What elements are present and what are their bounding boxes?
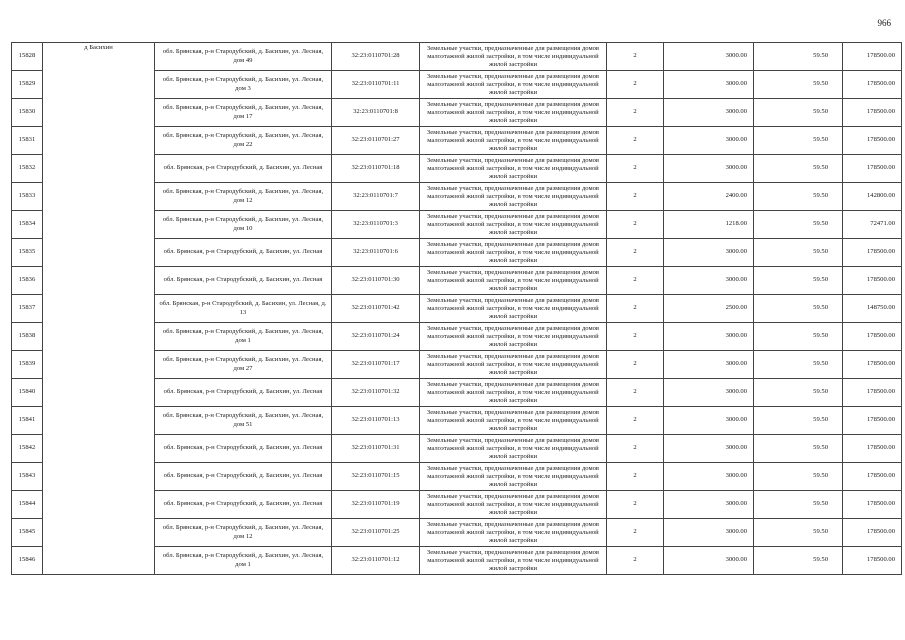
cadastral-value-cell: 178500.00	[843, 99, 902, 127]
category-cell: 2	[607, 99, 664, 127]
rate-cell: 59.50	[754, 351, 843, 379]
rate-cell: 59.50	[754, 155, 843, 183]
area-cell: 3000.00	[664, 547, 754, 575]
cadastral-value-cell: 142800.00	[843, 183, 902, 211]
category-cell: 2	[607, 491, 664, 519]
category-cell: 2	[607, 71, 664, 99]
rate-cell: 59.50	[754, 407, 843, 435]
cadastral-value-cell: 72471.00	[843, 211, 902, 239]
land-use-purpose-cell: Земельные участки, предназначенные для размещения домов малоэтажной жилой застройки, в том числе индивидуальной жилой застройки	[420, 547, 607, 575]
cadastral-value-cell: 148750.00	[843, 295, 902, 323]
cadastral-value-cell: 178500.00	[843, 463, 902, 491]
area-cell: 3000.00	[664, 491, 754, 519]
category-cell: 2	[607, 295, 664, 323]
cadastral-number-cell: 32:23:0110701:17	[332, 351, 420, 379]
locality-cell: д Басихин	[43, 43, 155, 575]
address-cell: обл. Брянская, р-н Стародубский, д. Басихин, ул. Лесная, дом 17	[155, 99, 332, 127]
rate-cell: 59.50	[754, 211, 843, 239]
rate-cell: 59.50	[754, 519, 843, 547]
rate-cell: 59.50	[754, 323, 843, 351]
category-cell: 2	[607, 267, 664, 295]
row-number-cell: 15831	[12, 127, 43, 155]
land-use-purpose-cell: Земельные участки, предназначенные для размещения домов малоэтажной жилой застройки, в том числе индивидуальной жилой застройки	[420, 295, 607, 323]
row-number-cell: 15839	[12, 351, 43, 379]
cadastral-value-cell: 178500.00	[843, 267, 902, 295]
row-number-cell: 15832	[12, 155, 43, 183]
cadastral-number-cell: 32:23:0110701:27	[332, 127, 420, 155]
category-cell: 2	[607, 211, 664, 239]
address-cell: обл. Брянская, р-н Стародубский, д. Басихин, ул. Лесная, д. 13	[155, 295, 332, 323]
area-cell: 3000.00	[664, 379, 754, 407]
cadastral-number-cell: 32:23:0110701:24	[332, 323, 420, 351]
category-cell: 2	[607, 547, 664, 575]
address-cell: обл. Брянская, р-н Стародубский, д. Басихин, ул. Лесная	[155, 463, 332, 491]
row-number-cell: 15829	[12, 71, 43, 99]
land-use-purpose-cell: Земельные участки, предназначенные для размещения домов малоэтажной жилой застройки, в том числе индивидуальной жилой застройки	[420, 323, 607, 351]
rate-cell: 59.50	[754, 435, 843, 463]
category-cell: 2	[607, 323, 664, 351]
area-cell: 3000.00	[664, 43, 754, 71]
category-cell: 2	[607, 435, 664, 463]
row-number-cell: 15833	[12, 183, 43, 211]
rate-cell: 59.50	[754, 491, 843, 519]
address-cell: обл. Брянская, р-н Стародубский, д. Басихин, ул. Лесная, дом 1	[155, 323, 332, 351]
cadastral-number-cell: 32:23:0110701:15	[332, 463, 420, 491]
area-cell: 3000.00	[664, 127, 754, 155]
rate-cell: 59.50	[754, 267, 843, 295]
row-number-cell: 15845	[12, 519, 43, 547]
category-cell: 2	[607, 519, 664, 547]
area-cell: 3000.00	[664, 267, 754, 295]
area-cell: 3000.00	[664, 155, 754, 183]
row-number-cell: 15836	[12, 267, 43, 295]
land-use-purpose-cell: Земельные участки, предназначенные для размещения домов малоэтажной жилой застройки, в том числе индивидуальной жилой застройки	[420, 519, 607, 547]
area-cell: 3000.00	[664, 99, 754, 127]
cadastral-value-cell: 178500.00	[843, 407, 902, 435]
area-cell: 3000.00	[664, 463, 754, 491]
cadastral-value-table	[11, 42, 902, 575]
land-use-purpose-cell: Земельные участки, предназначенные для размещения домов малоэтажной жилой застройки, в том числе индивидуальной жилой застройки	[420, 351, 607, 379]
cadastral-number-cell: 32:23:0110701:6	[332, 239, 420, 267]
land-use-purpose-cell: Земельные участки, предназначенные для размещения домов малоэтажной жилой застройки, в том числе индивидуальной жилой застройки	[420, 267, 607, 295]
category-cell: 2	[607, 407, 664, 435]
cadastral-value-cell: 178500.00	[843, 491, 902, 519]
category-cell: 2	[607, 379, 664, 407]
category-cell: 2	[607, 127, 664, 155]
address-cell: обл. Брянская, р-н Стародубский, д. Басихин, ул. Лесная, дом 22	[155, 127, 332, 155]
cadastral-value-cell: 178500.00	[843, 323, 902, 351]
row-number-cell: 15838	[12, 323, 43, 351]
area-cell: 3000.00	[664, 519, 754, 547]
rate-cell: 59.50	[754, 379, 843, 407]
area-cell: 3000.00	[664, 351, 754, 379]
land-use-purpose-cell: Земельные участки, предназначенные для размещения домов малоэтажной жилой застройки, в том числе индивидуальной жилой застройки	[420, 155, 607, 183]
row-number-cell: 15835	[12, 239, 43, 267]
cadastral-number-cell: 32:23:0110701:18	[332, 155, 420, 183]
cadastral-number-cell: 32:23:0110701:30	[332, 267, 420, 295]
address-cell: обл. Брянская, р-н Стародубский, д. Басихин, ул. Лесная, дом 27	[155, 351, 332, 379]
row-number-cell: 15842	[12, 435, 43, 463]
address-cell: обл. Брянская, р-н Стародубский, д. Басихин, ул. Лесная, дом 12	[155, 183, 332, 211]
row-number-cell: 15830	[12, 99, 43, 127]
rate-cell: 59.50	[754, 183, 843, 211]
land-use-purpose-cell: Земельные участки, предназначенные для размещения домов малоэтажной жилой застройки, в том числе индивидуальной жилой застройки	[420, 99, 607, 127]
cadastral-value-cell: 178500.00	[843, 239, 902, 267]
cadastral-value-cell: 178500.00	[843, 435, 902, 463]
cadastral-number-cell: 32:23:0110701:12	[332, 547, 420, 575]
area-cell: 3000.00	[664, 71, 754, 99]
land-use-purpose-cell: Земельные участки, предназначенные для размещения домов малоэтажной жилой застройки, в том числе индивидуальной жилой застройки	[420, 491, 607, 519]
cadastral-value-cell: 178500.00	[843, 71, 902, 99]
address-cell: обл. Брянская, р-н Стародубский, д. Басихин, ул. Лесная	[155, 379, 332, 407]
row-number-cell: 15840	[12, 379, 43, 407]
rate-cell: 59.50	[754, 43, 843, 71]
cadastral-value-cell: 178500.00	[843, 155, 902, 183]
rate-cell: 59.50	[754, 71, 843, 99]
cadastral-value-cell: 178500.00	[843, 43, 902, 71]
address-cell: обл. Брянская, р-н Стародубский, д. Басихин, ул. Лесная, дом 3	[155, 71, 332, 99]
land-use-purpose-cell: Земельные участки, предназначенные для размещения домов малоэтажной жилой застройки, в том числе индивидуальной жилой застройки	[420, 435, 607, 463]
land-use-purpose-cell: Земельные участки, предназначенные для размещения домов малоэтажной жилой застройки, в том числе индивидуальной жилой застройки	[420, 183, 607, 211]
address-cell: обл. Брянская, р-н Стародубский, д. Басихин, ул. Лесная	[155, 267, 332, 295]
address-cell: обл. Брянская, р-н Стародубский, д. Басихин, ул. Лесная, дом 12	[155, 519, 332, 547]
address-cell: обл. Брянская, р-н Стародубский, д. Басихин, ул. Лесная, дом 51	[155, 407, 332, 435]
category-cell: 2	[607, 239, 664, 267]
cadastral-number-cell: 32:23:0110701:28	[332, 43, 420, 71]
cadastral-value-cell: 178500.00	[843, 547, 902, 575]
area-cell: 3000.00	[664, 435, 754, 463]
area-cell: 2400.00	[664, 183, 754, 211]
rate-cell: 59.50	[754, 463, 843, 491]
address-cell: обл. Брянская, р-н Стародубский, д. Басихин, ул. Лесная	[155, 435, 332, 463]
cadastral-number-cell: 32:23:0110701:19	[332, 491, 420, 519]
address-cell: обл. Брянская, р-н Стародубский, д. Басихин, ул. Лесная, дом 1	[155, 547, 332, 575]
land-use-purpose-cell: Земельные участки, предназначенные для размещения домов малоэтажной жилой застройки, в том числе индивидуальной жилой застройки	[420, 211, 607, 239]
cadastral-number-cell: 32:23:0110701:31	[332, 435, 420, 463]
cadastral-number-cell: 32:23:0110701:25	[332, 519, 420, 547]
address-cell: обл. Брянская, р-н Стародубский, д. Басихин, ул. Лесная	[155, 239, 332, 267]
row-number-cell: 15828	[12, 43, 43, 71]
land-use-purpose-cell: Земельные участки, предназначенные для размещения домов малоэтажной жилой застройки, в том числе индивидуальной жилой застройки	[420, 239, 607, 267]
land-use-purpose-cell: Земельные участки, предназначенные для размещения домов малоэтажной жилой застройки, в том числе индивидуальной жилой застройки	[420, 127, 607, 155]
area-cell: 3000.00	[664, 323, 754, 351]
area-cell: 2500.00	[664, 295, 754, 323]
cadastral-number-cell: 32:23:0110701:42	[332, 295, 420, 323]
rate-cell: 59.50	[754, 547, 843, 575]
cadastral-value-cell: 178500.00	[843, 519, 902, 547]
cadastral-number-cell: 32:23:0110701:32	[332, 379, 420, 407]
row-number-cell: 15837	[12, 295, 43, 323]
page-number: 966	[877, 18, 891, 28]
land-use-purpose-cell: Земельные участки, предназначенные для размещения домов малоэтажной жилой застройки, в том числе индивидуальной жилой застройки	[420, 463, 607, 491]
rate-cell: 59.50	[754, 127, 843, 155]
category-cell: 2	[607, 463, 664, 491]
land-use-purpose-cell: Земельные участки, предназначенные для размещения домов малоэтажной жилой застройки, в том числе индивидуальной жилой застройки	[420, 407, 607, 435]
cadastral-number-cell: 32:23:0110701:13	[332, 407, 420, 435]
area-cell: 3000.00	[664, 239, 754, 267]
area-cell: 1218.00	[664, 211, 754, 239]
land-use-purpose-cell: Земельные участки, предназначенные для размещения домов малоэтажной жилой застройки, в том числе индивидуальной жилой застройки	[420, 43, 607, 71]
cadastral-number-cell: 32:23:0110701:11	[332, 71, 420, 99]
row-number-cell: 15841	[12, 407, 43, 435]
rate-cell: 59.50	[754, 239, 843, 267]
category-cell: 2	[607, 351, 664, 379]
address-cell: обл. Брянская, р-н Стародубский, д. Басихин, ул. Лесная, дом 10	[155, 211, 332, 239]
rate-cell: 59.50	[754, 99, 843, 127]
rate-cell: 59.50	[754, 295, 843, 323]
cadastral-number-cell: 32:23:0110701:7	[332, 183, 420, 211]
row-number-cell: 15846	[12, 547, 43, 575]
cadastral-number-cell: 32:23:0110701:8	[332, 99, 420, 127]
row-number-cell: 15843	[12, 463, 43, 491]
area-cell: 3000.00	[664, 407, 754, 435]
land-use-purpose-cell: Земельные участки, предназначенные для размещения домов малоэтажной жилой застройки, в том числе индивидуальной жилой застройки	[420, 379, 607, 407]
address-cell: обл. Брянская, р-н Стародубский, д. Басихин, ул. Лесная	[155, 155, 332, 183]
address-cell: обл. Брянская, р-н Стародубский, д. Басихин, ул. Лесная	[155, 491, 332, 519]
row-number-cell: 15844	[12, 491, 43, 519]
cadastral-value-cell: 178500.00	[843, 379, 902, 407]
category-cell: 2	[607, 183, 664, 211]
address-cell: обл. Брянская, р-н Стародубский, д. Басихин, ул. Лесная, дом 49	[155, 43, 332, 71]
cadastral-value-cell: 178500.00	[843, 351, 902, 379]
row-number-cell: 15834	[12, 211, 43, 239]
category-cell: 2	[607, 155, 664, 183]
land-use-purpose-cell: Земельные участки, предназначенные для размещения домов малоэтажной жилой застройки, в том числе индивидуальной жилой застройки	[420, 71, 607, 99]
category-cell: 2	[607, 43, 664, 71]
cadastral-value-cell: 178500.00	[843, 127, 902, 155]
table-row	[12, 43, 902, 71]
cadastral-number-cell: 32:23:0110701:3	[332, 211, 420, 239]
